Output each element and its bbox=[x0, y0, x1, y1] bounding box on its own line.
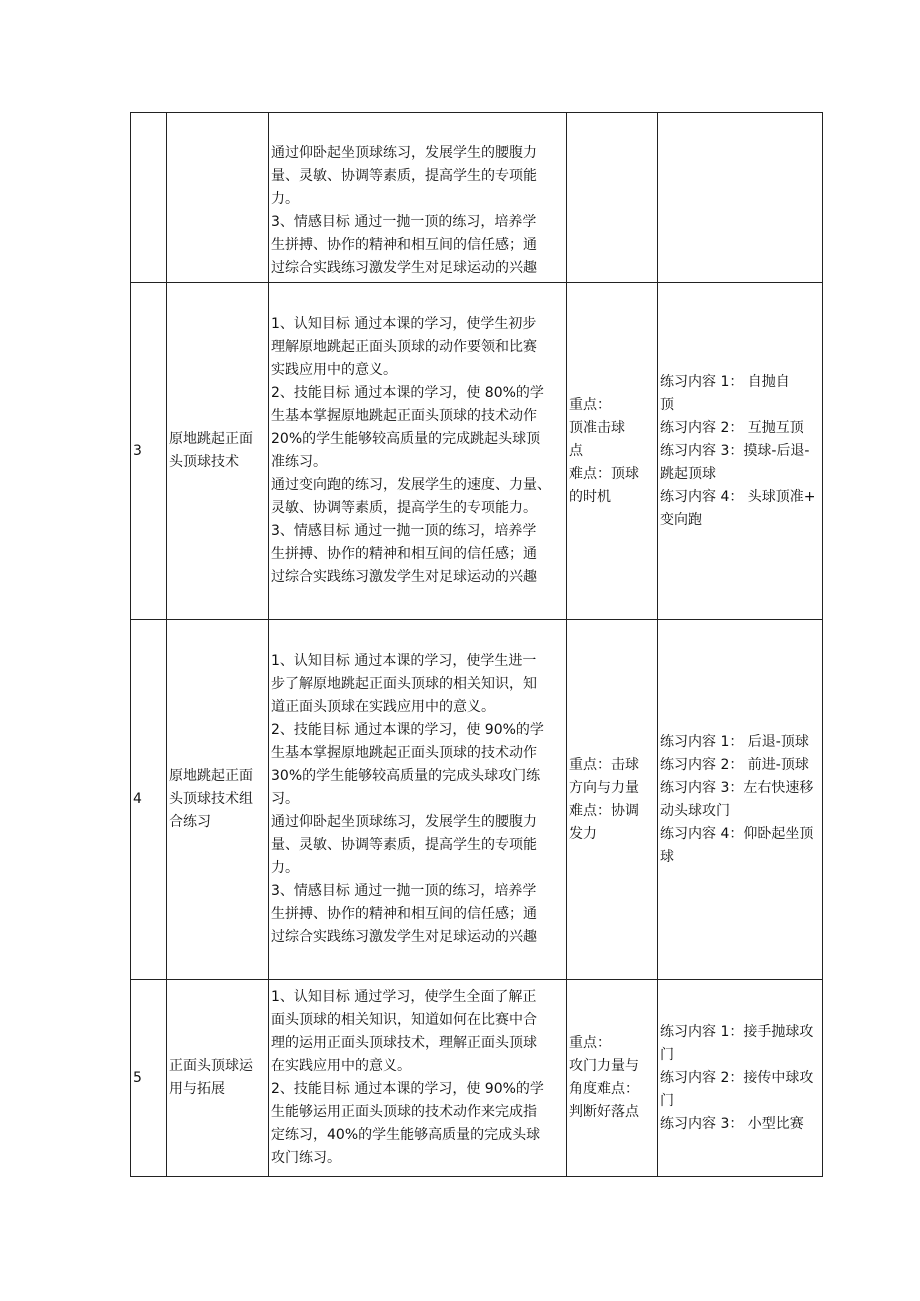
key-point-line: 点 bbox=[569, 442, 583, 459]
practice-line: 动头球攻门 bbox=[660, 802, 730, 819]
goal-line: 理的运用正面头顶球技术，理解正面头顶球 bbox=[271, 1035, 537, 1051]
goal-line: 3、情感目标 通过一抛一顶的练习，培养学 bbox=[271, 523, 537, 539]
table-row bbox=[131, 113, 823, 283]
goal-line: 理解原地跳起正面头顶球的动作要领和比赛 bbox=[271, 339, 537, 355]
practice-line: 练习内容 4：仰卧起坐顶 bbox=[660, 825, 814, 842]
goal-line: 通过仰卧起坐顶球练习，发展学生的腰腹力 bbox=[271, 814, 537, 830]
practice-line: 练习内容 3： 小型比赛 bbox=[660, 1115, 804, 1132]
goal-line: 过综合实践练习激发学生对足球运动的兴趣 bbox=[271, 929, 537, 945]
goal-line: 面头顶球的相关知识，知道如何在比赛中合 bbox=[271, 1012, 537, 1028]
goal-line: 2、技能目标 通过本课的学习，使 80%的学 bbox=[271, 385, 544, 401]
goal-line: 生基本掌握原地跳起正面头顶球的技术动作 bbox=[271, 408, 537, 424]
lesson-practice-cell bbox=[658, 283, 823, 620]
practice-line: 变向跑 bbox=[660, 511, 702, 528]
key-point-line: 难点：协调 bbox=[569, 802, 639, 819]
key-point-line: 方向与力量 bbox=[569, 779, 639, 796]
lesson-key-points-cell bbox=[567, 620, 658, 980]
goal-line: 20%的学生能够较高质量的完成跳起头球顶 bbox=[271, 431, 541, 447]
goal-line: 实践应用中的意义。 bbox=[271, 362, 397, 378]
practice-line: 练习内容 2：接传中球攻 bbox=[660, 1069, 814, 1086]
topic-line: 合练习 bbox=[169, 814, 211, 830]
goal-line: 过综合实践练习激发学生对足球运动的兴趣 bbox=[271, 260, 537, 276]
goal-line: 生能够运用正面头顶球的技术动作来完成指 bbox=[271, 1104, 537, 1120]
practice-line: 练习内容 3：左右快速移 bbox=[660, 779, 814, 796]
goal-line: 通过变向跑的练习，发展学生的速度、力量、 bbox=[271, 477, 551, 493]
goal-line: 生拼搏、协作的精神和相互间的信任感；通 bbox=[271, 546, 537, 562]
goal-line: 习。 bbox=[271, 791, 299, 807]
goal-line: 在实践应用中的意义。 bbox=[271, 1058, 411, 1074]
key-point-line: 发力 bbox=[569, 825, 597, 842]
key-point-line: 重点：击球 bbox=[569, 756, 639, 773]
lesson-number-cell: 5 bbox=[131, 980, 167, 1177]
key-point-line: 的时机 bbox=[569, 488, 611, 505]
lesson-number-cell: 4 bbox=[131, 620, 167, 980]
practice-line: 练习内容 4： 头球顶准+ bbox=[660, 488, 816, 505]
lesson-key-points-cell bbox=[567, 113, 658, 283]
goal-line: 通过仰卧起坐顶球练习，发展学生的腰腹力 bbox=[271, 145, 537, 161]
table-row bbox=[131, 980, 823, 1177]
goal-line: 3、情感目标 通过一抛一顶的练习，培养学 bbox=[271, 214, 537, 230]
key-point-line: 重点： bbox=[569, 396, 611, 413]
practice-line: 球 bbox=[660, 848, 674, 865]
lesson-practice-cell bbox=[658, 620, 823, 980]
practice-line: 练习内容 1：接手抛球攻 bbox=[660, 1023, 814, 1040]
key-point-line: 顶准击球 bbox=[569, 419, 625, 436]
practice-line: 练习内容 1： 后退-顶球 bbox=[660, 733, 809, 750]
lesson-key-points-cell bbox=[567, 283, 658, 620]
topic-line: 头顶球技术 bbox=[169, 454, 239, 470]
practice-line: 跳起顶球 bbox=[660, 465, 716, 482]
practice-line: 练习内容 2： 前进-顶球 bbox=[660, 756, 809, 773]
lesson-goals-cell bbox=[269, 283, 567, 620]
lesson-practice-cell bbox=[658, 980, 823, 1177]
key-point-line: 攻门力量与 bbox=[569, 1058, 639, 1074]
goal-line: 2、技能目标 通过本课的学习，使 90%的学 bbox=[271, 1081, 544, 1097]
goal-line: 1、认知目标 通过学习，使学生全面了解正 bbox=[271, 989, 537, 1005]
goal-line: 1、认知目标 通过本课的学习，使学生初步 bbox=[271, 316, 537, 332]
goal-line: 力。 bbox=[271, 860, 299, 876]
table-row bbox=[131, 283, 823, 620]
goal-line: 力。 bbox=[271, 191, 299, 207]
key-point-line: 重点： bbox=[569, 1035, 611, 1051]
lesson-goals-cell bbox=[269, 113, 567, 283]
goal-line: 生拼搏、协作的精神和相互间的信任感；通 bbox=[271, 237, 537, 253]
lesson-practice-cell bbox=[658, 113, 823, 283]
goal-line: 30%的学生能够较高质量的完成头球攻门练 bbox=[271, 768, 541, 784]
goal-line: 定练习，40%的学生能够高质量的完成头球 bbox=[271, 1127, 541, 1143]
goal-line: 生基本掌握原地跳起正面头顶球的技术动作 bbox=[271, 745, 537, 761]
goal-line: 3、情感目标 通过一抛一顶的练习，培养学 bbox=[271, 883, 537, 899]
practice-line: 门 bbox=[660, 1046, 674, 1063]
goal-line: 步了解原地跳起正面头顶球的相关知识，知 bbox=[271, 676, 537, 692]
lesson-plan-table bbox=[130, 112, 823, 1177]
lesson-key-points-cell bbox=[567, 980, 658, 1177]
key-point-line: 判断好落点 bbox=[569, 1104, 639, 1120]
goal-line: 道正面头顶球在实践应用中的意义。 bbox=[271, 699, 495, 715]
practice-line: 练习内容 2： 互抛互顶 bbox=[660, 419, 804, 436]
topic-line: 用与拓展 bbox=[169, 1081, 225, 1097]
key-point-line: 角度难点： bbox=[569, 1081, 639, 1097]
goal-line: 量、灵敏、协调等素质，提高学生的专项能 bbox=[271, 837, 537, 853]
goal-line: 2、技能目标 通过本课的学习，使 90%的学 bbox=[271, 722, 544, 738]
lesson-number-cell: 3 bbox=[131, 283, 167, 620]
practice-line: 练习内容 1： 自抛自 bbox=[660, 373, 790, 390]
table-row bbox=[131, 620, 823, 980]
lesson-topic-cell bbox=[167, 980, 269, 1177]
topic-line: 头顶球技术组 bbox=[169, 791, 253, 807]
key-point-line: 难点：顶球 bbox=[569, 465, 639, 482]
goal-line: 过综合实践练习激发学生对足球运动的兴趣 bbox=[271, 569, 537, 585]
lesson-topic-cell bbox=[167, 620, 269, 980]
lesson-goals-cell bbox=[269, 980, 567, 1177]
goal-line: 灵敏、协调等素质，提高学生的专项能力。 bbox=[271, 500, 537, 516]
goal-line: 准练习。 bbox=[271, 454, 327, 470]
goal-line: 量、灵敏、协调等素质，提高学生的专项能 bbox=[271, 168, 537, 184]
practice-line: 顶 bbox=[660, 396, 674, 413]
topic-line: 原地跳起正面 bbox=[169, 768, 253, 784]
lesson-goals-cell bbox=[269, 620, 567, 980]
practice-line: 练习内容 3：摸球-后退- bbox=[660, 442, 810, 459]
topic-line: 正面头顶球运 bbox=[169, 1058, 253, 1074]
topic-line: 原地跳起正面 bbox=[169, 431, 253, 447]
lesson-topic-cell bbox=[167, 283, 269, 620]
goal-line: 生拼搏、协作的精神和相互间的信任感；通 bbox=[271, 906, 537, 922]
lesson-number-cell bbox=[131, 113, 167, 283]
practice-line: 门 bbox=[660, 1092, 674, 1109]
goal-line: 1、认知目标 通过本课的学习，使学生进一 bbox=[271, 653, 537, 669]
goal-line: 攻门练习。 bbox=[271, 1150, 341, 1166]
lesson-topic-cell bbox=[167, 113, 269, 283]
